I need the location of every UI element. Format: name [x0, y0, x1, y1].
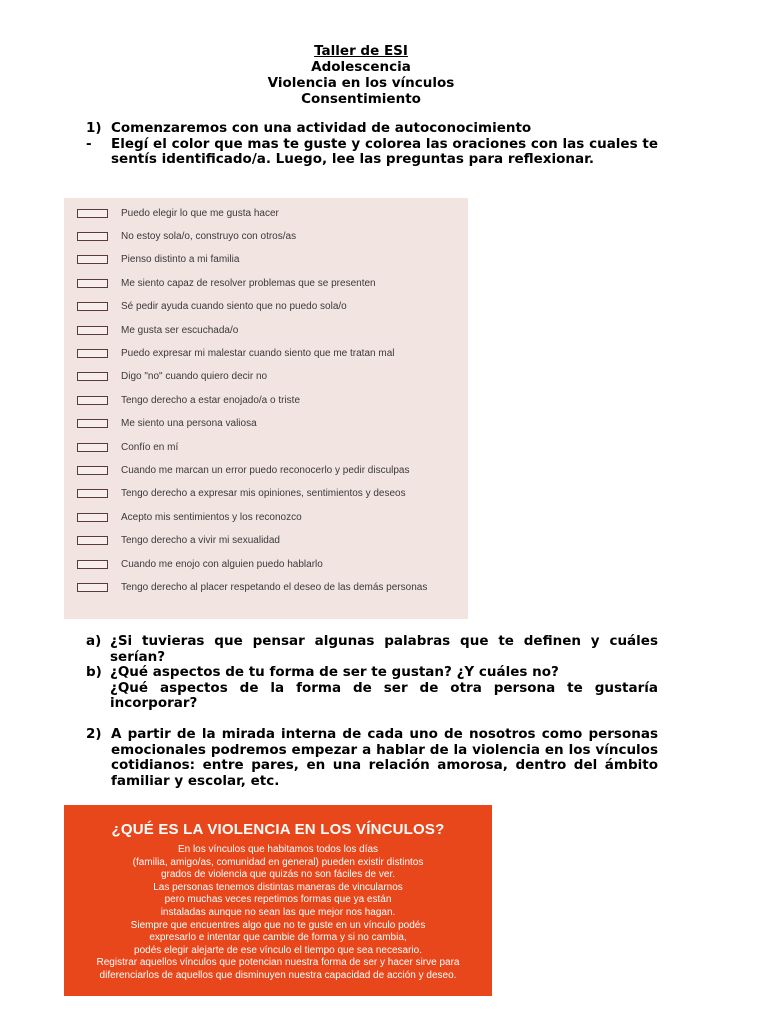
info-box-line: (familia, amigo/as, comunidad en general) pueden existir distintos [132, 856, 424, 868]
spacer [86, 681, 110, 712]
checklist-label: Confío en mí [121, 441, 179, 453]
checklist-item [77, 346, 394, 360]
checklist-item [77, 276, 376, 290]
checklist-item [77, 253, 239, 267]
checklist-label: Me siento una persona valiosa [121, 418, 257, 430]
question-b-continuation-row [86, 681, 658, 712]
checklist-item [77, 463, 410, 477]
info-box-line: Siempre que encuentres algo que no te guste en un vínculo podés [130, 919, 426, 931]
checklist-label: Me gusta ser escuchada/o [121, 324, 239, 336]
info-box-line: pero muchas veces repetimos formas que ya están [164, 894, 392, 906]
checklist-item [77, 557, 323, 571]
section-2 [86, 727, 658, 789]
checklist-item [77, 580, 427, 594]
document-title: Taller de ESI [314, 43, 408, 59]
info-box-line: podés elegir alejarte de ese vínculo el tiempo que sea necesario. [134, 944, 422, 956]
checklist-item [77, 510, 302, 524]
color-checkbox[interactable] [77, 489, 108, 498]
checklist-item [77, 229, 296, 243]
color-checkbox[interactable] [77, 209, 108, 218]
checklist-item [77, 370, 267, 384]
subtitle-consentimiento: Consentimiento [301, 91, 421, 107]
checklist-label: Digo "no" cuando quiero decir no [121, 371, 268, 383]
checklist-label: Cuando me enojo con alguien puedo hablarlo [121, 558, 323, 570]
info-box-line: En los vínculos que habitamos todos los días [177, 844, 379, 855]
color-checkbox[interactable] [77, 466, 108, 475]
section-1-instruction: Elegí el color que mas te guste y colorea las oraciones con las cuales te sentís identificado/a. Luego, lee las preguntas para reflexionar. [111, 135, 658, 167]
section-2-row [86, 727, 658, 789]
info-box-line: Registrar aquellos vínculos que potencian nuestra forma de ser y hacer sirve para [96, 957, 460, 969]
color-checkbox[interactable] [77, 536, 108, 545]
checklist-label: Tengo derecho a vivir mi sexualidad [121, 535, 280, 547]
color-checkbox[interactable] [77, 396, 108, 405]
checklist-item [77, 440, 178, 454]
color-checkbox[interactable] [77, 279, 108, 288]
instruction-dash: - [86, 135, 92, 152]
info-box-line: instaladas aunque no sean las que mejor nos hagan. [160, 906, 396, 918]
color-checkbox[interactable] [77, 583, 108, 592]
checklist-label: Tengo derecho a expresar mis opiniones, sentimientos y deseos [121, 488, 406, 500]
info-box-line: expresarlo e intentar que cambie de forma y si no cambia, [149, 932, 407, 944]
color-checkbox[interactable] [77, 326, 108, 335]
checklist-item [77, 393, 300, 407]
checklist-label: Tengo derecho al placer respetando el deseo de las demás personas [121, 581, 428, 593]
info-box-line: grados de violencia que quizás no son fáciles de ver. [160, 869, 396, 881]
checklist-item [77, 487, 406, 501]
section-2-number: 2) [86, 726, 102, 742]
color-checkbox[interactable] [77, 513, 108, 522]
subtitle-violencia: Violencia en los vínculos [267, 75, 455, 91]
checklist-label: Puedo elegir lo que me gusta hacer [121, 207, 279, 219]
color-checkbox[interactable] [77, 349, 108, 358]
checklist-label: Me siento capaz de resolver problemas que se presenten [121, 277, 376, 289]
question-b-continuation: ¿Qué aspectos de la forma de ser de otra persona te gustaría incorporar? [110, 679, 658, 711]
question-a-text: ¿Si tuvieras que pensar algunas palabras que te definen y cuáles serían? [110, 633, 658, 665]
color-checkbox[interactable] [77, 302, 108, 311]
self-knowledge-checklist [64, 198, 468, 619]
color-checkbox[interactable] [77, 560, 108, 569]
checklist-label: Acepto mis sentimientos y los reconozco [121, 511, 302, 523]
checklist-label: Sé pedir ayuda cuando siento que no puedo sola/o [121, 301, 347, 313]
checklist-item [77, 417, 257, 431]
color-checkbox[interactable] [77, 419, 108, 428]
color-checkbox[interactable] [77, 372, 108, 381]
section-2-text: A partir de la mirada interna de cada uno de nosotros como personas emocionales podremos empezar a hablar de la violencia en los vínculos cotidianos: entre pares, en una relación amorosa, dentro del ámbito familiar y escolar, etc. [111, 726, 658, 789]
section-1-heading: Comenzaremos con una actividad de autoconocimiento [111, 120, 532, 136]
reflection-questions [86, 634, 658, 712]
question-a-mark: a) [86, 633, 102, 649]
checklist-label: Puedo expresar mi malestar cuando siento que me tratan mal [121, 347, 395, 359]
question-b-mark: b) [86, 664, 102, 680]
checklist-label: No estoy sola/o, construyo con otros/as [121, 230, 297, 242]
question-a-row [86, 634, 658, 665]
checklist-label: Tengo derecho a estar enojado/a o triste [121, 394, 301, 406]
question-b-row [86, 665, 658, 681]
question-b-text: ¿Qué aspectos de tu forma de ser te gustan? ¿Y cuáles no? [110, 664, 559, 680]
section-1-number: 1) [86, 120, 102, 136]
checklist-item [77, 323, 238, 337]
checklist-label: Cuando me marcan un error puedo reconocerlo y pedir disculpas [121, 464, 410, 476]
info-box-body [64, 844, 492, 983]
section-1-heading-row [86, 121, 658, 137]
section-1-instruction-row [86, 137, 658, 168]
info-box-line: Las personas tenemos distintas maneras de vincularnos [153, 881, 403, 893]
color-checkbox[interactable] [77, 232, 108, 241]
color-checkbox[interactable] [77, 255, 108, 264]
section-1 [86, 121, 658, 168]
color-checkbox[interactable] [77, 443, 108, 452]
info-box-line: diferenciarlos de aquellos que disminuyen nuestra capacidad de acción y deseo. [99, 969, 457, 981]
checklist-item [77, 206, 279, 220]
checklist-item [77, 300, 347, 314]
checklist-item [77, 534, 280, 548]
document-header [0, 43, 722, 107]
violence-info-box [64, 805, 492, 996]
info-box-title: ¿QUÉ ES LA VIOLENCIA EN LOS VÍNCULOS? [111, 821, 445, 838]
subtitle-adolescencia: Adolescencia [311, 59, 411, 75]
checklist-label: Pienso distinto a mi familia [121, 254, 240, 266]
